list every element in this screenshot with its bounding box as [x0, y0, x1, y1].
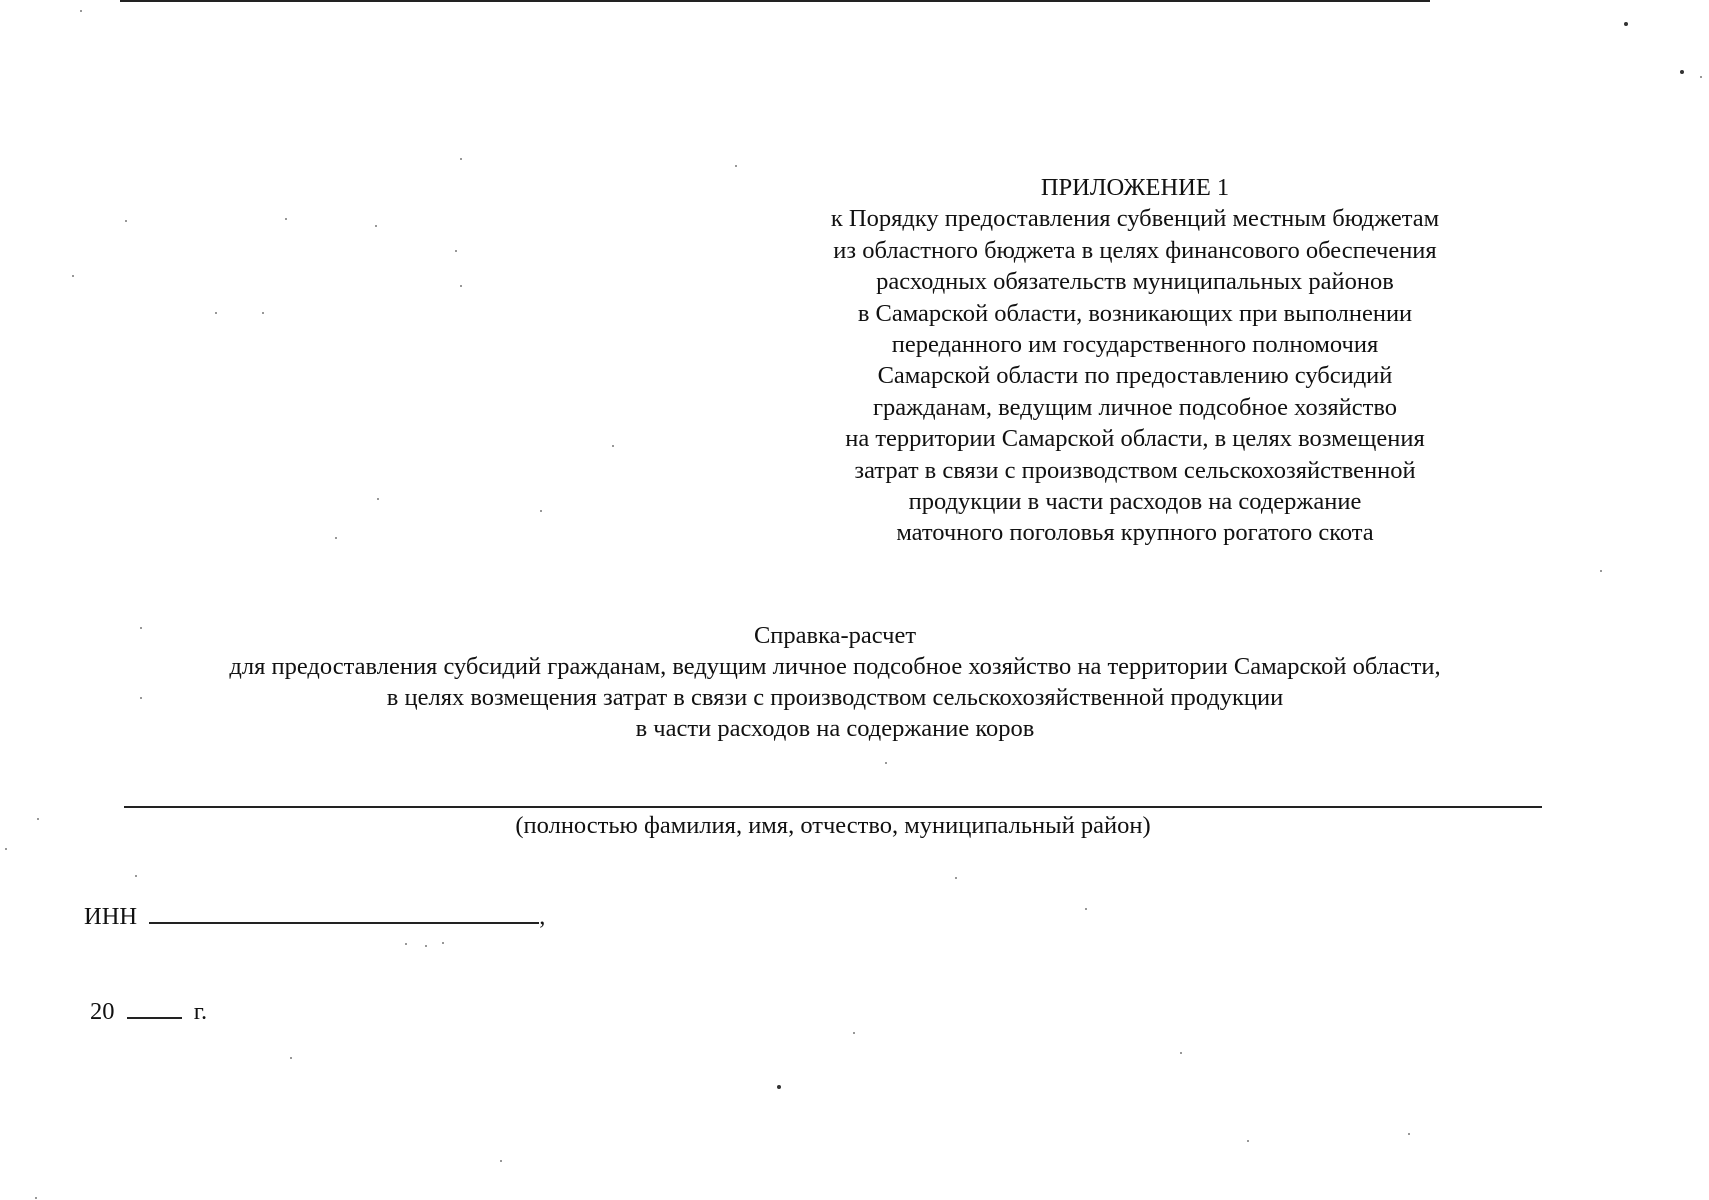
scan-speck — [1680, 70, 1684, 74]
scan-speck — [1600, 570, 1602, 572]
scan-speck — [375, 225, 377, 227]
appendix-line: гражданам, ведущим личное подсобное хозяйство — [872, 393, 1398, 421]
appendix-line: затрат в связи с производством сельскохозяйственной — [854, 456, 1416, 484]
inn-blank-line[interactable] — [149, 900, 539, 924]
appendix-line: к Порядку предоставления субвенций местным бюджетам — [830, 205, 1440, 233]
scan-speck — [72, 275, 74, 277]
scan-speck — [455, 250, 457, 252]
scan-speck — [777, 1085, 781, 1089]
inn-label: ИНН — [84, 903, 138, 930]
scan-speck — [425, 945, 427, 947]
scan-speck — [262, 312, 264, 314]
scan-speck — [215, 312, 217, 314]
appendix-line: Самарской области по предоставлению субсидий — [877, 362, 1393, 390]
year-row — [90, 995, 207, 1028]
scan-speck — [125, 220, 127, 222]
scan-speck — [442, 942, 444, 944]
full-name-blank-line[interactable] — [124, 806, 1542, 808]
appendix-line: расходных обязательств муниципальных районов — [876, 268, 1394, 296]
scan-speck — [612, 445, 614, 447]
scan-speck — [460, 158, 462, 160]
appendix-line: маточного поголовья крупного рогатого скота — [896, 519, 1374, 547]
scan-speck — [853, 1032, 855, 1034]
top-edge-rule — [120, 0, 1430, 2]
certificate-title-block — [110, 620, 1560, 744]
year-prefix: 20 — [90, 998, 115, 1025]
scan-speck — [540, 510, 542, 512]
scan-speck — [377, 498, 379, 500]
scan-speck — [1085, 908, 1087, 910]
scan-speck — [500, 1160, 502, 1162]
scan-speck — [35, 1197, 37, 1199]
scan-speck — [1408, 1133, 1410, 1135]
scan-speck — [1700, 76, 1702, 78]
scan-speck — [1247, 1140, 1249, 1142]
scan-speck — [80, 10, 82, 12]
appendix-line: в Самарской области, возникающих при выполнении — [857, 299, 1413, 327]
scan-speck — [5, 848, 7, 850]
year-suffix: г. — [193, 998, 208, 1025]
scan-speck — [1180, 1052, 1182, 1054]
scan-speck — [460, 285, 462, 287]
scan-speck — [140, 627, 142, 629]
certificate-subtitle-line: в части расходов на содержание коров — [635, 715, 1035, 742]
inn-row — [84, 900, 545, 933]
certificate-subtitle-line: в целях возмещения затрат в связи с производством сельскохозяйственной продукции — [386, 684, 1284, 711]
full-name-caption: (полностью фамилия, имя, отчество, муниципальный район) — [515, 812, 1151, 839]
appendix-heading: ПРИЛОЖЕНИЕ 1 — [1040, 174, 1230, 201]
scan-speck — [405, 943, 407, 945]
scan-speck — [140, 697, 142, 699]
certificate-subtitle-line: для предоставления субсидий гражданам, ведущим личное подсобное хозяйство на территории Самарской области, — [229, 653, 1441, 680]
scan-speck — [135, 875, 137, 877]
scan-speck — [885, 762, 887, 764]
scan-speck — [285, 218, 287, 220]
scan-speck — [1624, 22, 1628, 26]
year-blank-line[interactable] — [127, 995, 182, 1019]
appendix-line: из областного бюджета в целях финансового обеспечения — [833, 236, 1437, 264]
scan-speck — [290, 1057, 292, 1059]
appendix-header — [780, 172, 1490, 549]
scan-speck — [335, 537, 337, 539]
appendix-line: переданного им государственного полномочия — [891, 331, 1379, 359]
scan-speck — [735, 165, 737, 167]
appendix-line: продукции в части расходов на содержание — [908, 488, 1362, 516]
inn-comma: , — [539, 903, 546, 930]
certificate-title: Справка-расчет — [753, 622, 917, 649]
scan-speck — [955, 877, 957, 879]
appendix-line: на территории Самарской области, в целях возмещения — [845, 425, 1425, 453]
scan-speck — [37, 818, 39, 820]
